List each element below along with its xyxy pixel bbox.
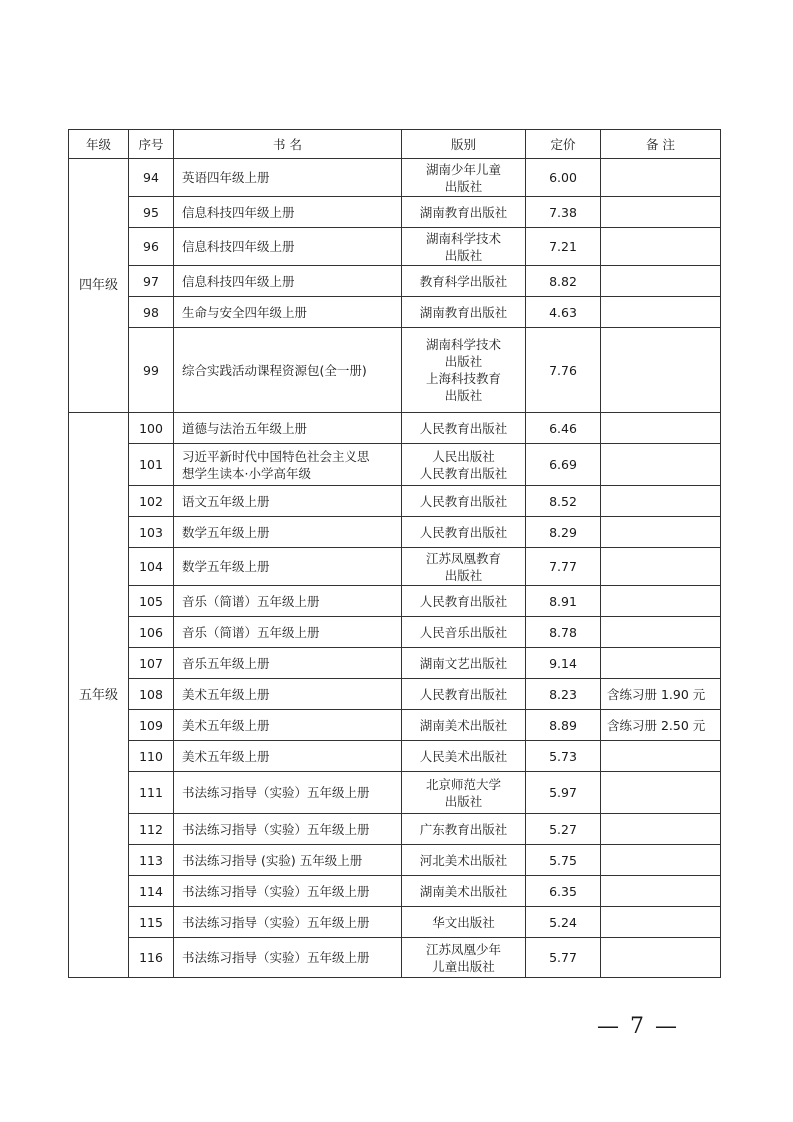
title-line: 书法练习指导（实验）五年级上册 [182, 883, 370, 899]
note-cell [601, 617, 721, 648]
page-number: — 7 — [597, 1014, 679, 1039]
publisher-cell [402, 517, 526, 548]
seq-cell: 102 [129, 486, 174, 517]
note-cell [601, 266, 721, 297]
publisher-line: 出版社 [444, 793, 483, 809]
seq-cell: 101 [129, 444, 174, 486]
publisher-line: 人民美术出版社 [419, 748, 508, 764]
publisher-line: 出版社 [444, 354, 483, 369]
seq-cell: 108 [129, 679, 174, 710]
publisher-cell [402, 617, 526, 648]
table-row [69, 814, 721, 845]
seq-cell: 95 [129, 197, 174, 228]
table-row [69, 197, 721, 228]
title-line: 书法练习指导（实验）五年级上册 [182, 914, 370, 930]
title-line: 音乐（简谱）五年级上册 [182, 624, 320, 640]
publisher-line: 北京师范大学 [425, 776, 501, 792]
title-line: 想学生读本·小学高年级 [182, 465, 311, 481]
title-line: 书法练习指导（实验）五年级上册 [182, 785, 370, 800]
seq-cell: 98 [129, 297, 174, 328]
publisher-cell [402, 648, 526, 679]
publisher-line: 人民教育出版社 [419, 593, 508, 609]
title-line: 语文五年级上册 [182, 493, 270, 509]
seq-cell: 99 [129, 328, 174, 413]
table-row [69, 297, 721, 328]
price-cell: 7.38 [526, 197, 601, 228]
title-line: 习近平新时代中国特色社会主义思 [182, 448, 370, 464]
title-cell [174, 297, 402, 328]
title-line: 书法练习指导（实验）五年级上册 [182, 950, 370, 965]
table-row [69, 710, 721, 741]
table-row [69, 328, 721, 413]
title-cell [174, 907, 402, 938]
table-row [69, 159, 721, 197]
publisher-line: 儿童出版社 [432, 958, 495, 974]
publisher-cell [402, 486, 526, 517]
seq-cell: 105 [129, 586, 174, 617]
price-cell: 5.24 [526, 907, 601, 938]
title-cell [174, 845, 402, 876]
price-cell: 6.00 [526, 159, 601, 197]
seq-cell: 116 [129, 938, 174, 978]
publisher-line: 人民教育出版社 [419, 493, 508, 509]
title-cell [174, 938, 402, 978]
note-cell [601, 228, 721, 266]
publisher-line: 人民教育出版社 [419, 686, 508, 702]
note-cell [601, 907, 721, 938]
title-line: 数学五年级上册 [182, 559, 270, 574]
title-cell [174, 328, 402, 413]
price-cell: 7.21 [526, 228, 601, 266]
grade-cell: 四年级 [69, 159, 129, 413]
publisher-cell [402, 413, 526, 444]
publisher-line: 江苏凤凰教育 [425, 550, 501, 566]
note-cell [601, 486, 721, 517]
seq-cell: 112 [129, 814, 174, 845]
title-cell [174, 741, 402, 772]
title-line: 综合实践活动课程资源包(全一册) [182, 362, 367, 378]
publisher-line: 湖南美术出版社 [419, 883, 508, 899]
publisher-cell [402, 266, 526, 297]
publisher-cell [402, 876, 526, 907]
price-cell: 5.75 [526, 845, 601, 876]
price-cell: 8.23 [526, 679, 601, 710]
price-cell: 6.46 [526, 413, 601, 444]
note-cell [601, 197, 721, 228]
note-cell [601, 444, 721, 486]
publisher-cell [402, 845, 526, 876]
note-cell [601, 548, 721, 586]
publisher-line: 江苏凤凰少年 [425, 941, 501, 957]
publisher-cell [402, 586, 526, 617]
price-cell: 5.73 [526, 741, 601, 772]
note-cell [601, 159, 721, 197]
grade-cell: 五年级 [69, 413, 129, 978]
publisher-cell [402, 938, 526, 978]
title-cell [174, 679, 402, 710]
seq-cell: 115 [129, 907, 174, 938]
note-cell [601, 517, 721, 548]
title-cell [174, 413, 402, 444]
publisher-line: 人民教育出版社 [419, 420, 508, 436]
price-cell: 5.77 [526, 938, 601, 978]
title-cell [174, 710, 402, 741]
publisher-cell [402, 297, 526, 328]
table-row [69, 679, 721, 710]
price-cell: 8.29 [526, 517, 601, 548]
publisher-line: 广东教育出版社 [419, 821, 508, 837]
title-line: 音乐（简谱）五年级上册 [182, 593, 320, 609]
table-row [69, 845, 721, 876]
title-cell [174, 228, 402, 266]
title-cell [174, 444, 402, 486]
price-cell: 8.89 [526, 710, 601, 741]
title-cell [174, 517, 402, 548]
title-line: 生命与安全四年级上册 [182, 304, 308, 320]
title-line: 音乐五年级上册 [182, 655, 270, 671]
seq-cell: 107 [129, 648, 174, 679]
publisher-cell [402, 741, 526, 772]
seq-cell: 110 [129, 741, 174, 772]
publisher-line: 上海科技教育 [425, 371, 501, 386]
header-seq: 序号 [129, 130, 174, 159]
publisher-line: 出版社 [444, 388, 483, 403]
publisher-line: 湖南科学技术 [425, 337, 501, 352]
publisher-cell [402, 197, 526, 228]
publisher-line: 教育科学出版社 [419, 273, 508, 289]
title-cell [174, 617, 402, 648]
publisher-cell [402, 814, 526, 845]
price-cell: 8.78 [526, 617, 601, 648]
note-cell: 含练习册 2.50 元 [601, 710, 721, 741]
header-title: 书 名 [174, 130, 402, 159]
note-cell [601, 648, 721, 679]
price-cell: 8.52 [526, 486, 601, 517]
seq-cell: 94 [129, 159, 174, 197]
publisher-line: 人民出版社 [432, 448, 495, 464]
title-cell [174, 266, 402, 297]
table-body [69, 159, 721, 978]
seq-cell: 104 [129, 548, 174, 586]
seq-cell: 113 [129, 845, 174, 876]
title-cell [174, 648, 402, 679]
note-cell [601, 876, 721, 907]
publisher-cell [402, 159, 526, 197]
seq-cell: 111 [129, 772, 174, 814]
title-line: 信息科技四年级上册 [182, 273, 295, 289]
title-cell [174, 876, 402, 907]
publisher-cell [402, 772, 526, 814]
seq-cell: 109 [129, 710, 174, 741]
note-cell [601, 328, 721, 413]
note-cell [601, 297, 721, 328]
seq-cell: 96 [129, 228, 174, 266]
header-publisher: 版别 [402, 130, 526, 159]
publisher-cell [402, 710, 526, 741]
publisher-cell [402, 679, 526, 710]
table-row [69, 548, 721, 586]
note-cell [601, 586, 721, 617]
publisher-line: 华文出版社 [432, 914, 495, 930]
price-cell: 6.35 [526, 876, 601, 907]
title-cell [174, 548, 402, 586]
title-line: 书法练习指导（实验）五年级上册 [182, 821, 370, 837]
title-line: 书法练习指导 (实验) 五年级上册 [182, 852, 363, 868]
note-cell [601, 938, 721, 978]
price-cell: 8.82 [526, 266, 601, 297]
price-cell: 6.69 [526, 444, 601, 486]
title-cell [174, 159, 402, 197]
price-cell: 7.76 [526, 328, 601, 413]
publisher-line: 出版社 [444, 567, 483, 583]
table-row [69, 876, 721, 907]
table-row [69, 648, 721, 679]
table-row [69, 266, 721, 297]
title-line: 信息科技四年级上册 [182, 204, 295, 220]
title-cell [174, 197, 402, 228]
publisher-cell [402, 907, 526, 938]
title-cell [174, 586, 402, 617]
title-line: 美术五年级上册 [182, 748, 270, 764]
publisher-cell [402, 548, 526, 586]
price-cell: 8.91 [526, 586, 601, 617]
price-cell: 9.14 [526, 648, 601, 679]
seq-cell: 114 [129, 876, 174, 907]
header-price: 定价 [526, 130, 601, 159]
seq-cell: 106 [129, 617, 174, 648]
seq-cell: 100 [129, 413, 174, 444]
publisher-line: 湖南教育出版社 [419, 304, 508, 320]
publisher-cell [402, 444, 526, 486]
title-line: 道德与法治五年级上册 [182, 420, 308, 436]
textbook-price-table [68, 129, 721, 978]
price-cell: 4.63 [526, 297, 601, 328]
publisher-line: 人民音乐出版社 [419, 624, 508, 640]
table-row [69, 617, 721, 648]
note-cell [601, 413, 721, 444]
table-header-row [69, 130, 721, 159]
price-cell: 5.27 [526, 814, 601, 845]
note-cell: 含练习册 1.90 元 [601, 679, 721, 710]
seq-cell: 97 [129, 266, 174, 297]
publisher-cell [402, 228, 526, 266]
title-line: 美术五年级上册 [182, 717, 270, 733]
title-line: 英语四年级上册 [182, 170, 270, 185]
table-row [69, 444, 721, 486]
publisher-line: 河北美术出版社 [419, 852, 508, 868]
table-row [69, 228, 721, 266]
publisher-line: 湖南美术出版社 [419, 717, 508, 733]
note-cell [601, 814, 721, 845]
publisher-line: 人民教育出版社 [419, 465, 508, 481]
publisher-line: 湖南科学技术 [425, 230, 501, 246]
table-row [69, 413, 721, 444]
publisher-line: 湖南少年儿童 [425, 161, 501, 177]
publisher-line: 湖南文艺出版社 [419, 655, 508, 671]
title-line: 信息科技四年级上册 [182, 239, 295, 254]
note-cell [601, 845, 721, 876]
title-cell [174, 486, 402, 517]
table-row [69, 907, 721, 938]
price-cell: 7.77 [526, 548, 601, 586]
publisher-line: 出版社 [444, 247, 483, 263]
table-row [69, 586, 721, 617]
seq-cell: 103 [129, 517, 174, 548]
header-note: 备 注 [601, 130, 721, 159]
price-cell: 5.97 [526, 772, 601, 814]
note-cell [601, 772, 721, 814]
title-cell [174, 772, 402, 814]
table-row [69, 517, 721, 548]
publisher-line: 湖南教育出版社 [419, 204, 508, 220]
publisher-line: 出版社 [444, 178, 483, 194]
title-line: 美术五年级上册 [182, 686, 270, 702]
table-row [69, 486, 721, 517]
note-cell [601, 741, 721, 772]
header-grade: 年级 [69, 130, 129, 159]
table-row [69, 772, 721, 814]
title-line: 数学五年级上册 [182, 524, 270, 540]
table-row [69, 938, 721, 978]
table-row [69, 741, 721, 772]
title-cell [174, 814, 402, 845]
publisher-line: 人民教育出版社 [419, 524, 508, 540]
publisher-cell [402, 328, 526, 413]
